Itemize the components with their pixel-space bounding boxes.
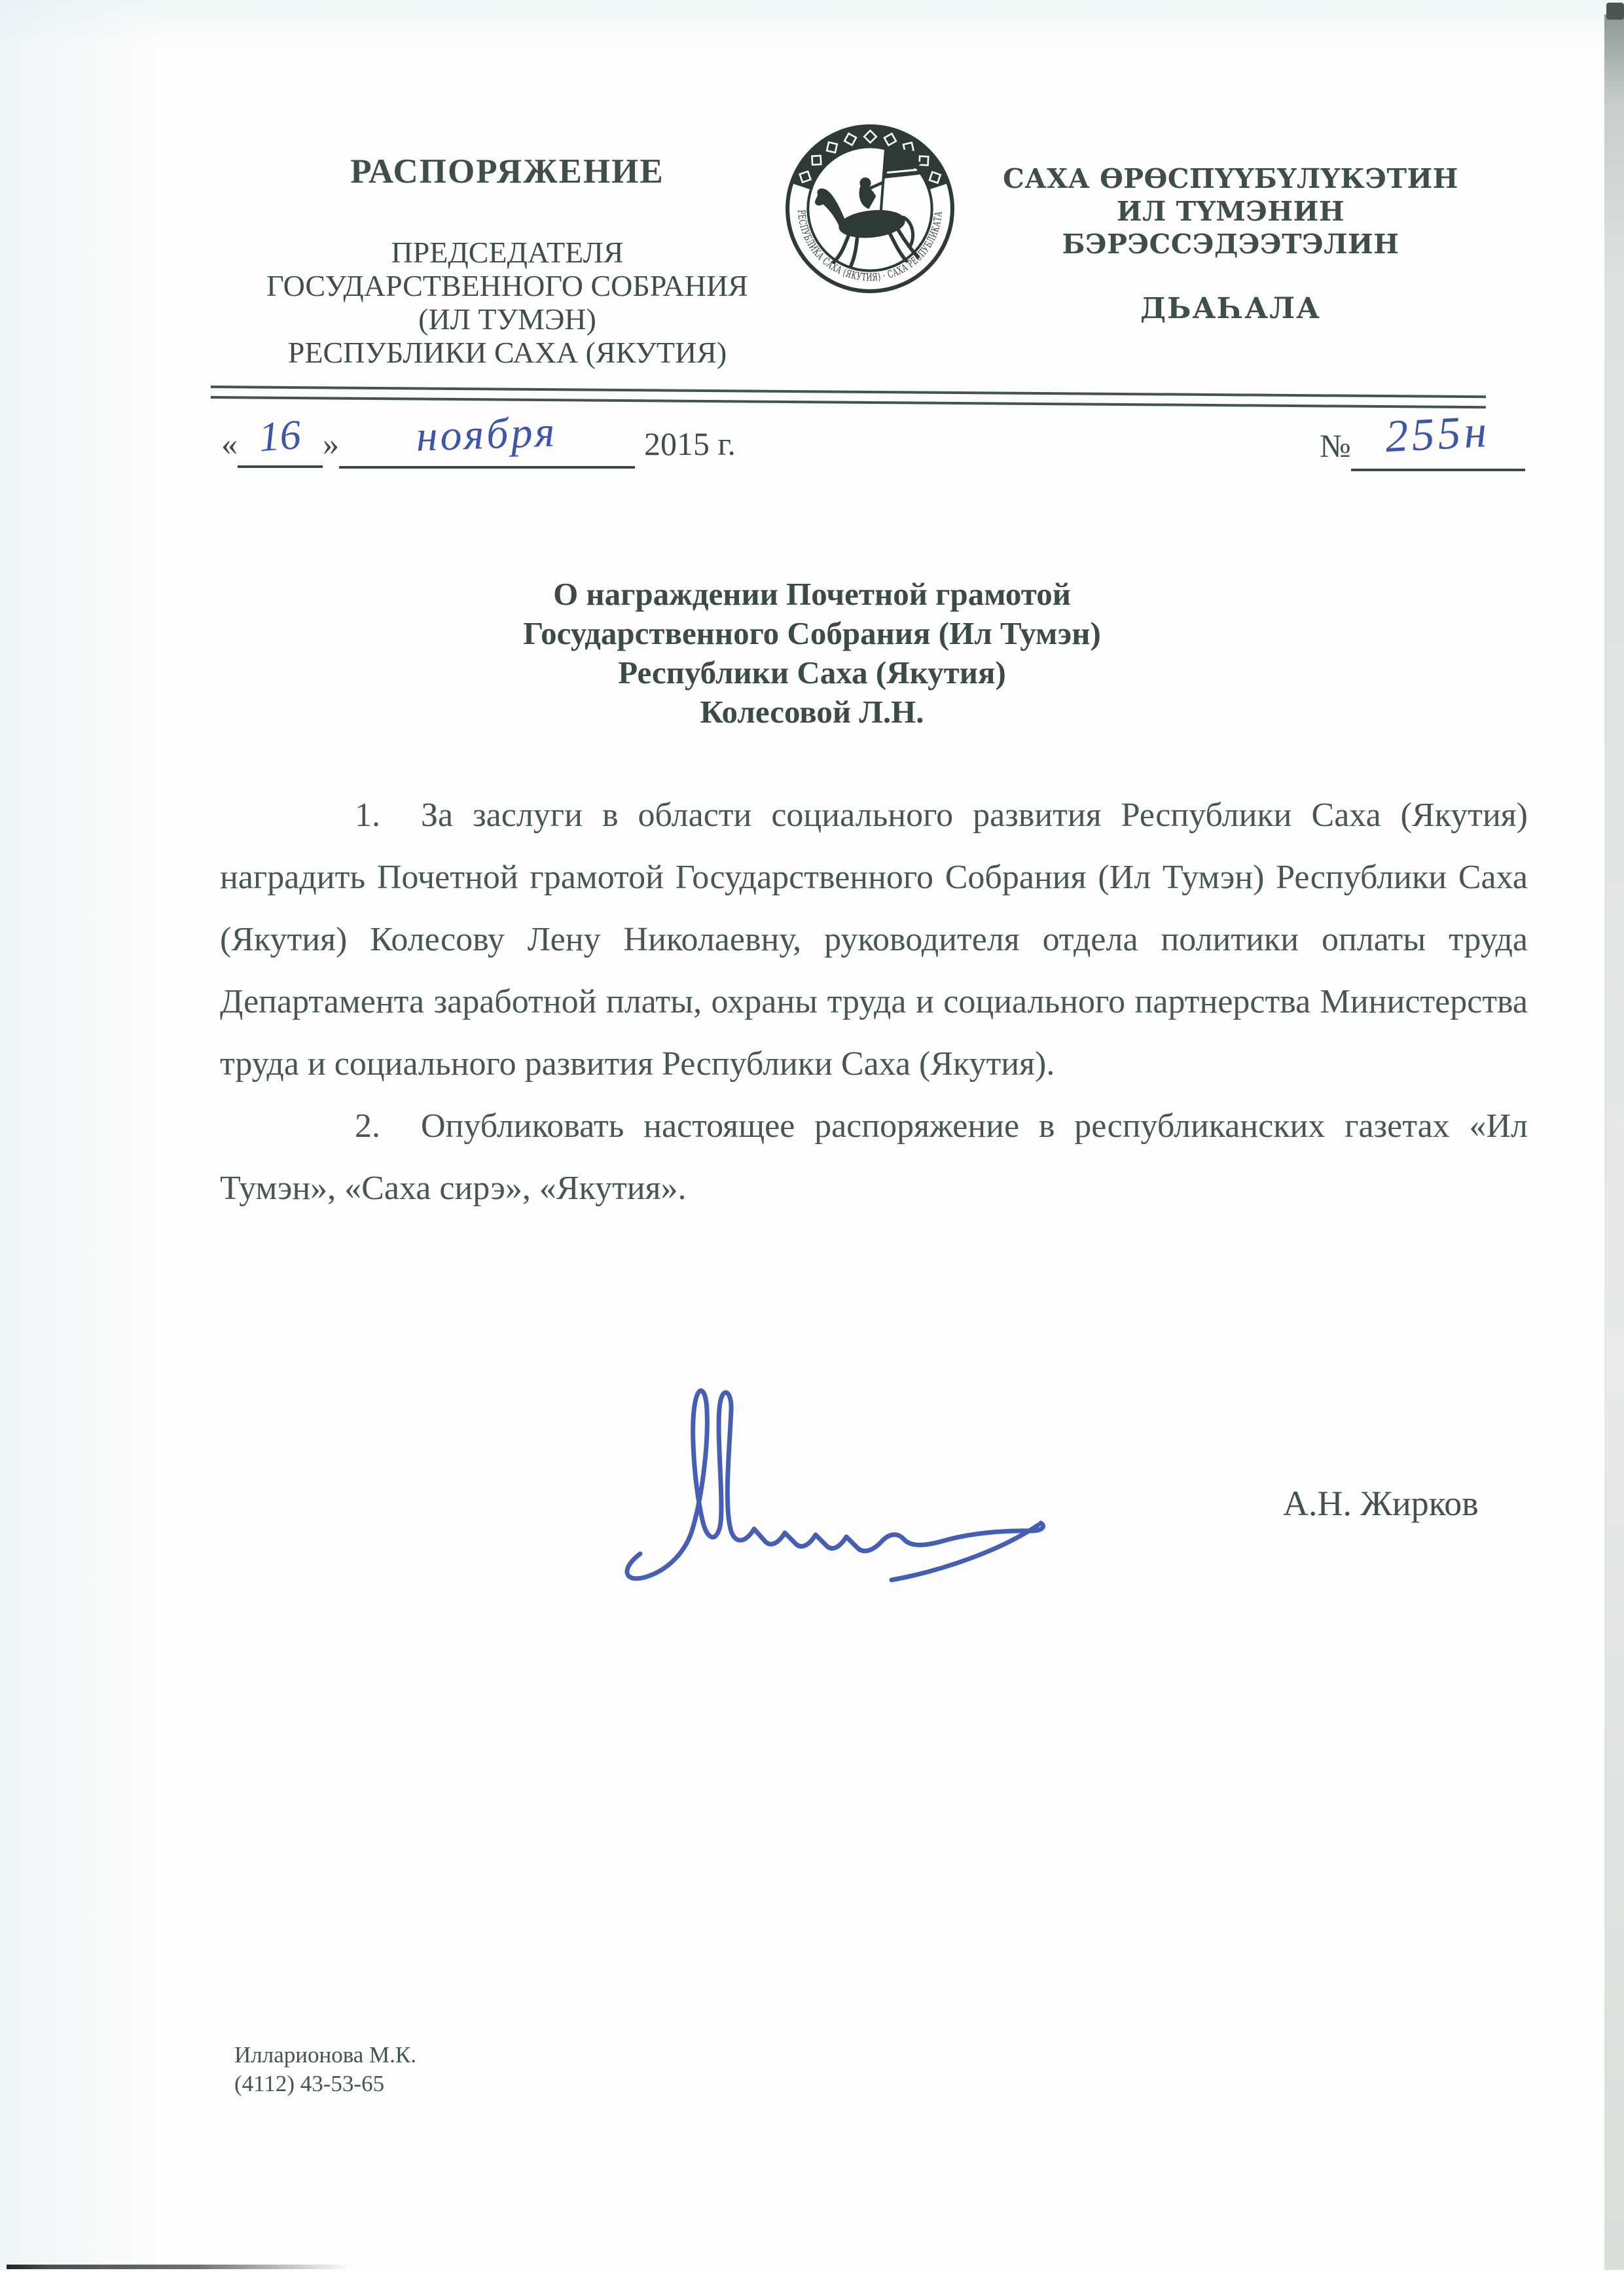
document-title xyxy=(0,575,1624,732)
date-day-blank xyxy=(238,410,323,468)
scan-bottom-line-artifact xyxy=(7,2265,350,2269)
issuer-line-sakha: ИЛ ТҮМЭНИН xyxy=(1116,196,1345,227)
state-emblem-seal xyxy=(781,120,959,298)
issuer-line-sakha: БЭРЭССЭДЭЭТЭЛИН xyxy=(1062,228,1399,260)
paragraph-2 xyxy=(220,1095,1528,1219)
date-month-blank xyxy=(339,408,635,469)
title-line: Республики Саха (Якутия) xyxy=(618,655,1006,691)
emblem-ring-text: РЕСПУБЛИКА САХА (ЯКУТИЯ) · САХА РЕСПУБЛИКАТА xyxy=(795,207,945,284)
issuer-line: (ИЛ ТУМЭН) xyxy=(418,302,596,336)
paragraph-text: За заслуги в области социального развития Республики Саха (Якутия) наградить Почетной грамотой Государственного Собрания (Ил Тумэн) Республики Саха (Якутия) Колесову Лену Николаевну, руководителя отдела политики оплаты труда Департамента заработной платы, охраны труда и социального партнерства Министерства труда и социального развития Республики Саха (Якутия). xyxy=(220,797,1528,1083)
issuer-line: ГОСУДАРСТВЕННОГО СОБРАНИЯ xyxy=(266,269,748,302)
paragraph-text: Опубликовать настоящее распоряжение в республиканских газетах «Ил Тумэн», «Саха сирэ», «Якутия». xyxy=(220,1107,1528,1207)
date-line xyxy=(221,408,736,469)
handwritten-month: ноября xyxy=(415,408,558,461)
executor-name: Илларионова М.К. xyxy=(234,2042,417,2068)
header-right-block xyxy=(988,162,1473,325)
doc-type-russian: РАСПОРЯЖЕНИЕ xyxy=(350,152,664,190)
signature-svg xyxy=(609,1360,1067,1596)
signature-stroke xyxy=(627,1391,1043,1579)
doc-type-sakha: ДЬАҺАЛА xyxy=(1140,292,1321,325)
issuer-line: ПРЕДСЕДАТЕЛЯ xyxy=(391,236,624,269)
handwritten-signature xyxy=(609,1360,1067,1596)
header-divider-double-rule xyxy=(211,386,1486,408)
document-number-line xyxy=(1320,406,1525,471)
scan-edge-strip xyxy=(1604,14,1624,2270)
executor-contact-block xyxy=(234,2041,416,2098)
signature-tail-stroke xyxy=(892,1525,1038,1580)
header-left-block xyxy=(203,152,812,369)
number-sign: № xyxy=(1320,427,1351,464)
title-line: Государственного Собрания (Ил Тумэн) xyxy=(523,615,1101,651)
signer-name: А.Н. Жирков xyxy=(1283,1484,1479,1523)
document-body xyxy=(220,784,1528,1219)
issuer-line-sakha: САХА ӨРӨСПҮҮБҮЛҮКЭТИН xyxy=(1003,163,1458,194)
paragraph-number: 1. xyxy=(355,797,380,834)
scan-corner-artifact xyxy=(1606,3,1624,20)
paragraph-number: 2. xyxy=(355,1107,380,1145)
title-line: О награждении Почетной грамотой xyxy=(553,576,1071,612)
issuer-line: РЕСПУБЛИКИ САХА (ЯКУТИЯ) xyxy=(287,336,727,369)
paragraph-1 xyxy=(220,784,1528,1095)
emblem-svg xyxy=(781,120,959,298)
title-line: Колесовой Л.Н. xyxy=(700,694,924,730)
quote-close: » xyxy=(323,425,339,462)
date-year: 2015 г. xyxy=(644,425,736,462)
quote-open: « xyxy=(221,425,238,462)
executor-phone: (4112) 43-53-65 xyxy=(234,2071,385,2096)
number-blank xyxy=(1351,406,1525,471)
scan-bottom-band xyxy=(0,2270,1624,2296)
handwritten-day: 16 xyxy=(257,410,302,461)
handwritten-number: 255н xyxy=(1384,406,1491,463)
